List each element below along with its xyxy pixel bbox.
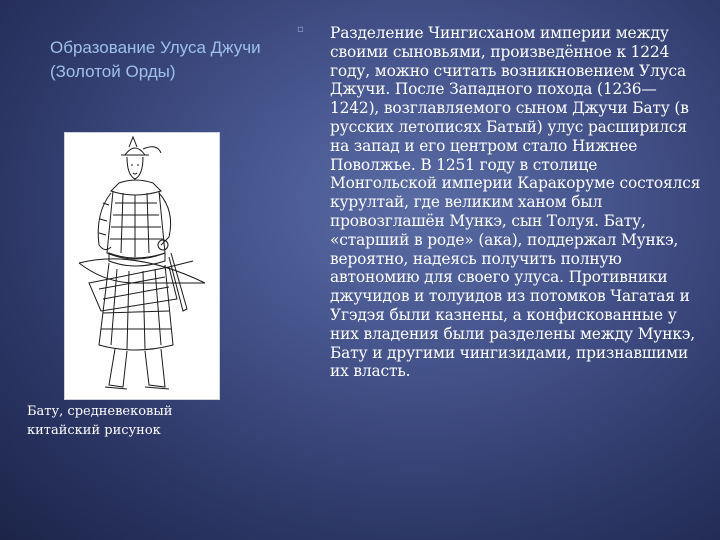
bullet-square-icon: ▫ [297,24,304,35]
batu-figure-illustration [65,133,219,399]
body-paragraph: Разделение Чингисханом империи между своими сыновьями, произведённое к 1224 году, можно считать возникновением Улуса Джучи. После Западного похода (1236—1242), возглавляемого сыном Джучи Бату (в русских летописях Батый) улус расширился на запад и его центром стало Нижнее Поволжье. В 1251 году в столице Монгольской империи Каракоруме состоялся курултай, где великим ханом был провозглашён Мункэ, сын Толуя. Бату, «старший в роде» (ака), поддержал Мункэ, вероятно, надеясь получить полную автономию для своего улуса. Противники джучидов и толуидов из потомков Чагатая и Угэдэя были казнены, а конфискованные у них владения были разделены между Мункэ, Бату и другими чингизидами, признавшими их власть. [330,24,701,381]
slide-title: Образование Улуса Джучи (Золотой Орды) [50,38,261,81]
batu-drawing-image [64,132,220,400]
image-caption: Бату, средневековый китайский рисунок [27,404,173,438]
